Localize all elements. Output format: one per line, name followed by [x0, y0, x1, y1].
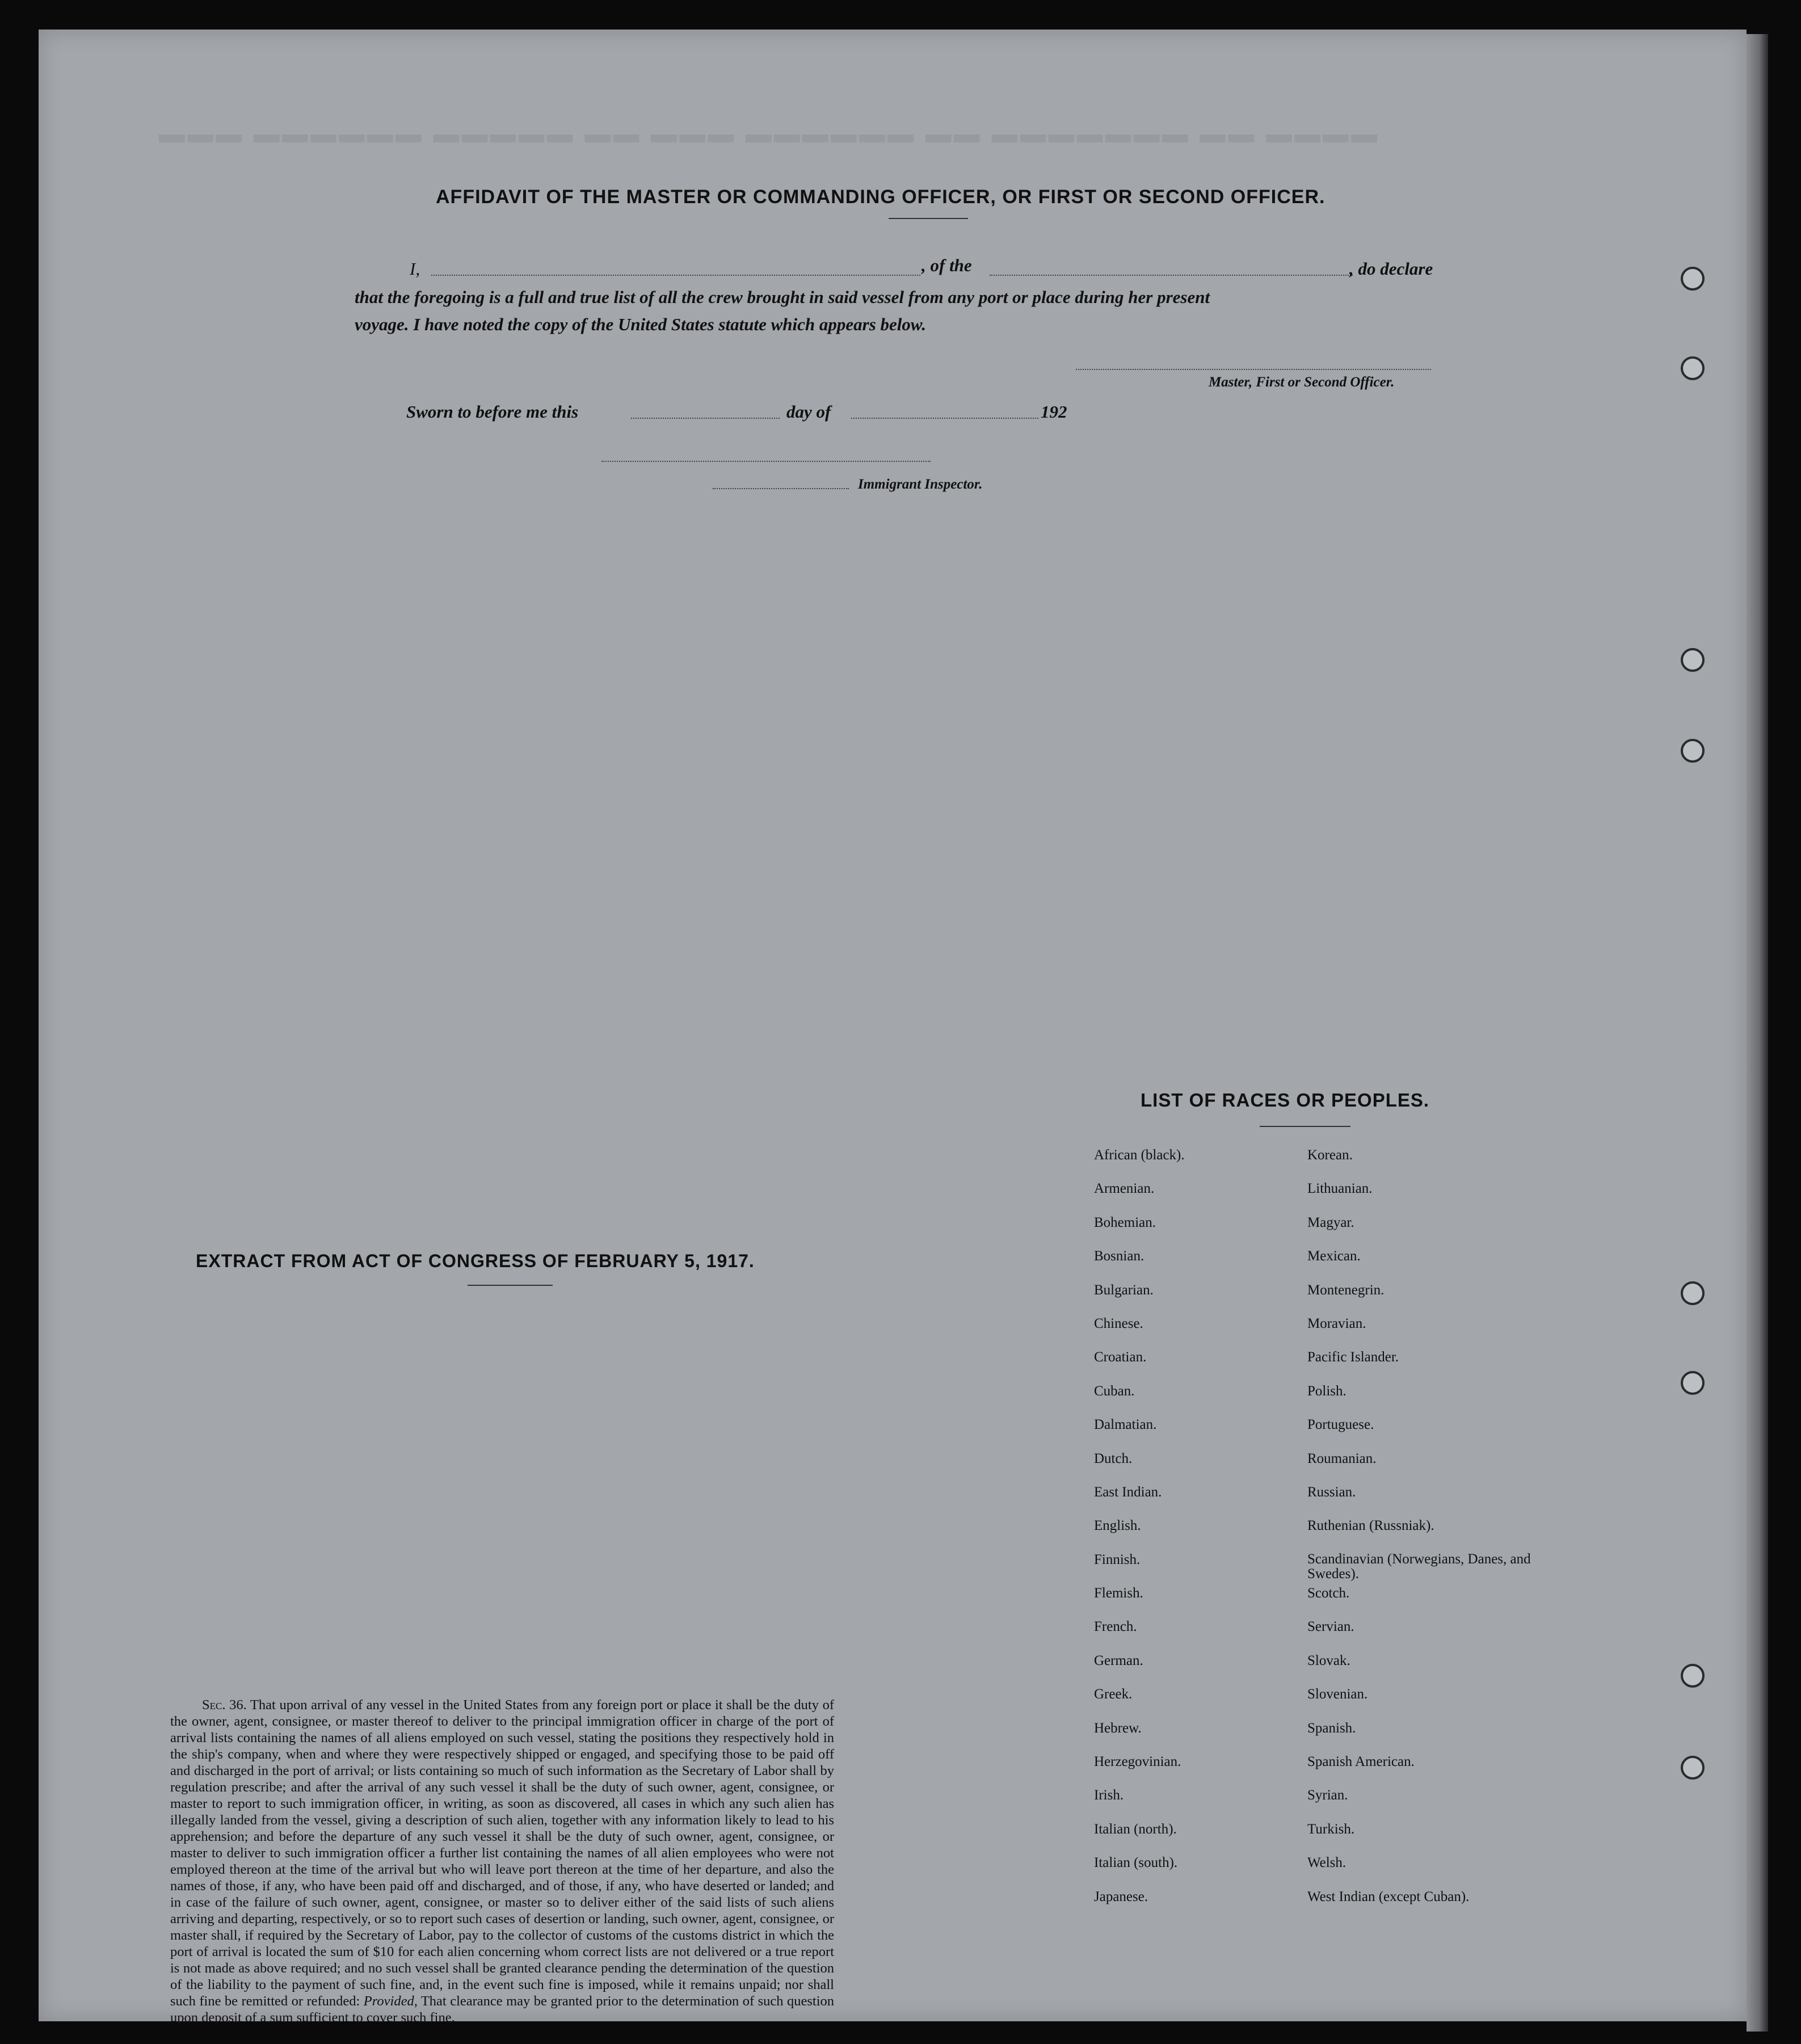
race-item: German. — [1094, 1652, 1143, 1668]
race-item: Chinese. — [1094, 1315, 1143, 1331]
race-item: Cuban. — [1094, 1383, 1135, 1399]
races-title: LIST OF RACES OR PEOPLES. — [1141, 1090, 1430, 1111]
race-item: West Indian (except Cuban). — [1307, 1889, 1470, 1904]
affidavit-line1-i: I, — [410, 259, 420, 279]
binder-hole — [1681, 739, 1705, 763]
binder-hole — [1681, 267, 1705, 291]
sworn-year: 192 — [1041, 402, 1067, 422]
race-item: French. — [1094, 1619, 1137, 1635]
affidavit-line2: that the foregoing is a full and true list of all the crew brought in said vessel from any port or place during her present — [355, 287, 1210, 307]
race-item: East Indian. — [1094, 1484, 1162, 1500]
race-item: African (black). — [1094, 1147, 1185, 1163]
race-item: Spanish. — [1307, 1720, 1356, 1736]
race-item: Polish. — [1307, 1383, 1346, 1399]
race-item: Mexican. — [1307, 1248, 1361, 1264]
binder-hole — [1681, 648, 1705, 672]
page-edge — [1747, 34, 1768, 2032]
race-item: Ruthenian (Russniak). — [1307, 1518, 1434, 1534]
inspector-upper-line[interactable] — [601, 461, 931, 462]
race-item: Spanish American. — [1307, 1754, 1415, 1770]
vessel-field-line[interactable] — [990, 275, 1353, 276]
race-item: Croatian. — [1094, 1349, 1147, 1365]
race-item: Herzegovinian. — [1094, 1754, 1181, 1770]
race-item: Scandinavian (Norwegians, Danes, and Swedes). — [1307, 1551, 1531, 1582]
race-item: Moravian. — [1307, 1315, 1366, 1331]
race-item: Russian. — [1307, 1484, 1356, 1500]
race-item: Armenian. — [1094, 1181, 1155, 1197]
sworn-prefix: Sworn to before me this — [406, 402, 579, 422]
race-item: Servian. — [1307, 1619, 1354, 1635]
statute-body: That upon arrival of any vessel in the United States from any foreign port or place it shall be the duty of the owner, agent, consignee, or master thereof to deliver to the principal immigration officer in charge of the port of arrival lists containing the names of all aliens employed on such vessel, stating the positions they respectively hold in the ship's company, when and where they were respectively shipped or engaged, and specifying those to be paid off and discharged in the port of arrival; or lists containing so much of such information as the Secretary of Labor shall by regulation prescribe; and after the arrival of any such vessel it shall be the duty of such owner, agent, consignee, or master to report to such immigration officer, in writing, as soon as discovered, all cases in which any such alien has illegally landed from the vessel, giving a description of such alien, together with any information likely to lead to his apprehension; and before the departure of any such vessel it shall be the duty of such owner, agent, consignee, or master to deliver to such immigration officer a further list containing the names of all alien employees who were not employed thereon at the time of the arrival but who will leave port thereon at the time of her departure, and also the names of those, if any, who have been paid off and discharged, and of those, if any, who have deserted or landed; and in case of the failure of such owner, agent, consignee, or master so to deliver either of the said lists of such aliens arriving and departing, respectively, or so to report such cases of desertion or landing, such owner, agent, consignee, or master shall, if required by the Secretary of Labor, pay to the collector of customs of the customs district in which the port of arrival is located the sum of $10 for each alien concerning whom correct lists are not delivered or a true report is not made as above required; and no such vessel shall be granted clearance pending the determination of the question of the liability to the payment of such fine, and, in the event such fine is imposed, while it remains unpaid; nor shall such fine be remitted or refunded: — [170, 1697, 834, 2009]
statute-text — [170, 1697, 834, 2026]
race-item: Slovak. — [1307, 1652, 1350, 1668]
race-item: Irish. — [1094, 1788, 1124, 1803]
bleed-through-text: ▬▬▬ ▬▬▬▬▬▬ ▬▬▬▬▬ ▬▬ ▬▬▬ ▬▬▬▬▬▬ ▬▬ ▬▬▬▬▬▬▬ ▬▬ ▬▬▬▬ — [159, 129, 1380, 158]
affidavit-line1-of-the: , of the — [921, 255, 972, 275]
statute-tail: That clearance may be granted prior to the determination of such question upon deposit of a sum sufficient to cover such fine. — [170, 1993, 835, 2025]
binder-hole — [1681, 1371, 1705, 1395]
race-item: Hebrew. — [1094, 1720, 1142, 1736]
race-item: Roumanian. — [1307, 1450, 1377, 1466]
race-item: Bulgarian. — [1094, 1282, 1154, 1298]
binder-hole — [1681, 356, 1705, 380]
sworn-day-line[interactable] — [631, 418, 780, 419]
race-item: Flemish. — [1094, 1585, 1143, 1601]
binder-hole — [1681, 1281, 1705, 1305]
race-item: Slovenian. — [1307, 1686, 1368, 1702]
extract-title: EXTRACT FROM ACT OF CONGRESS OF FEBRUARY 5, 1917. — [196, 1251, 755, 1271]
race-item: Montenegrin. — [1307, 1282, 1385, 1298]
binder-hole — [1681, 1664, 1705, 1688]
race-item: Turkish. — [1307, 1821, 1355, 1837]
signer-signature-line[interactable] — [1076, 369, 1431, 370]
extract-title-rule — [468, 1285, 553, 1286]
race-item: Syrian. — [1307, 1788, 1348, 1803]
signer-caption: Master, First or Second Officer. — [1209, 375, 1395, 390]
binder-hole — [1681, 1756, 1705, 1780]
race-item: Italian (south). — [1094, 1855, 1178, 1871]
race-item: Italian (north). — [1094, 1821, 1177, 1837]
race-item: Scotch. — [1307, 1585, 1350, 1601]
race-item: Welsh. — [1307, 1855, 1346, 1871]
races-list — [1094, 1147, 1548, 1923]
race-item: Korean. — [1307, 1147, 1353, 1163]
affidavit-title-rule — [889, 218, 968, 219]
race-item: Lithuanian. — [1307, 1181, 1373, 1197]
section-label: Sec. 36. — [202, 1697, 247, 1713]
race-item: Magyar. — [1307, 1214, 1354, 1230]
race-item: Finnish. — [1094, 1551, 1141, 1567]
name-field-line[interactable] — [431, 275, 920, 276]
affidavit-line1-declare: , do declare — [1349, 259, 1433, 279]
race-item: Pacific Islander. — [1307, 1349, 1399, 1365]
race-item: Dutch. — [1094, 1450, 1133, 1466]
sworn-day-of: day of — [786, 402, 831, 422]
inspector-caption: Immigrant Inspector. — [858, 477, 983, 492]
race-item: Bohemian. — [1094, 1214, 1156, 1230]
race-item: Greek. — [1094, 1686, 1133, 1702]
race-item: Dalmatian. — [1094, 1417, 1157, 1433]
race-item: Portuguese. — [1307, 1417, 1374, 1433]
race-item: English. — [1094, 1518, 1141, 1534]
inspector-signature-line[interactable] — [713, 488, 849, 489]
races-title-rule — [1260, 1126, 1350, 1127]
race-item: Bosnian. — [1094, 1248, 1144, 1264]
affidavit-title: AFFIDAVIT OF THE MASTER OR COMMANDING OFFICER, OR FIRST OR SECOND OFFICER. — [436, 186, 1325, 208]
race-item: Japanese. — [1094, 1889, 1148, 1904]
affidavit-line3: voyage. I have noted the copy of the United States statute which appears below. — [355, 314, 927, 334]
statute-provided: Provided, — [363, 1993, 418, 2009]
sworn-month-line[interactable] — [851, 418, 1038, 419]
